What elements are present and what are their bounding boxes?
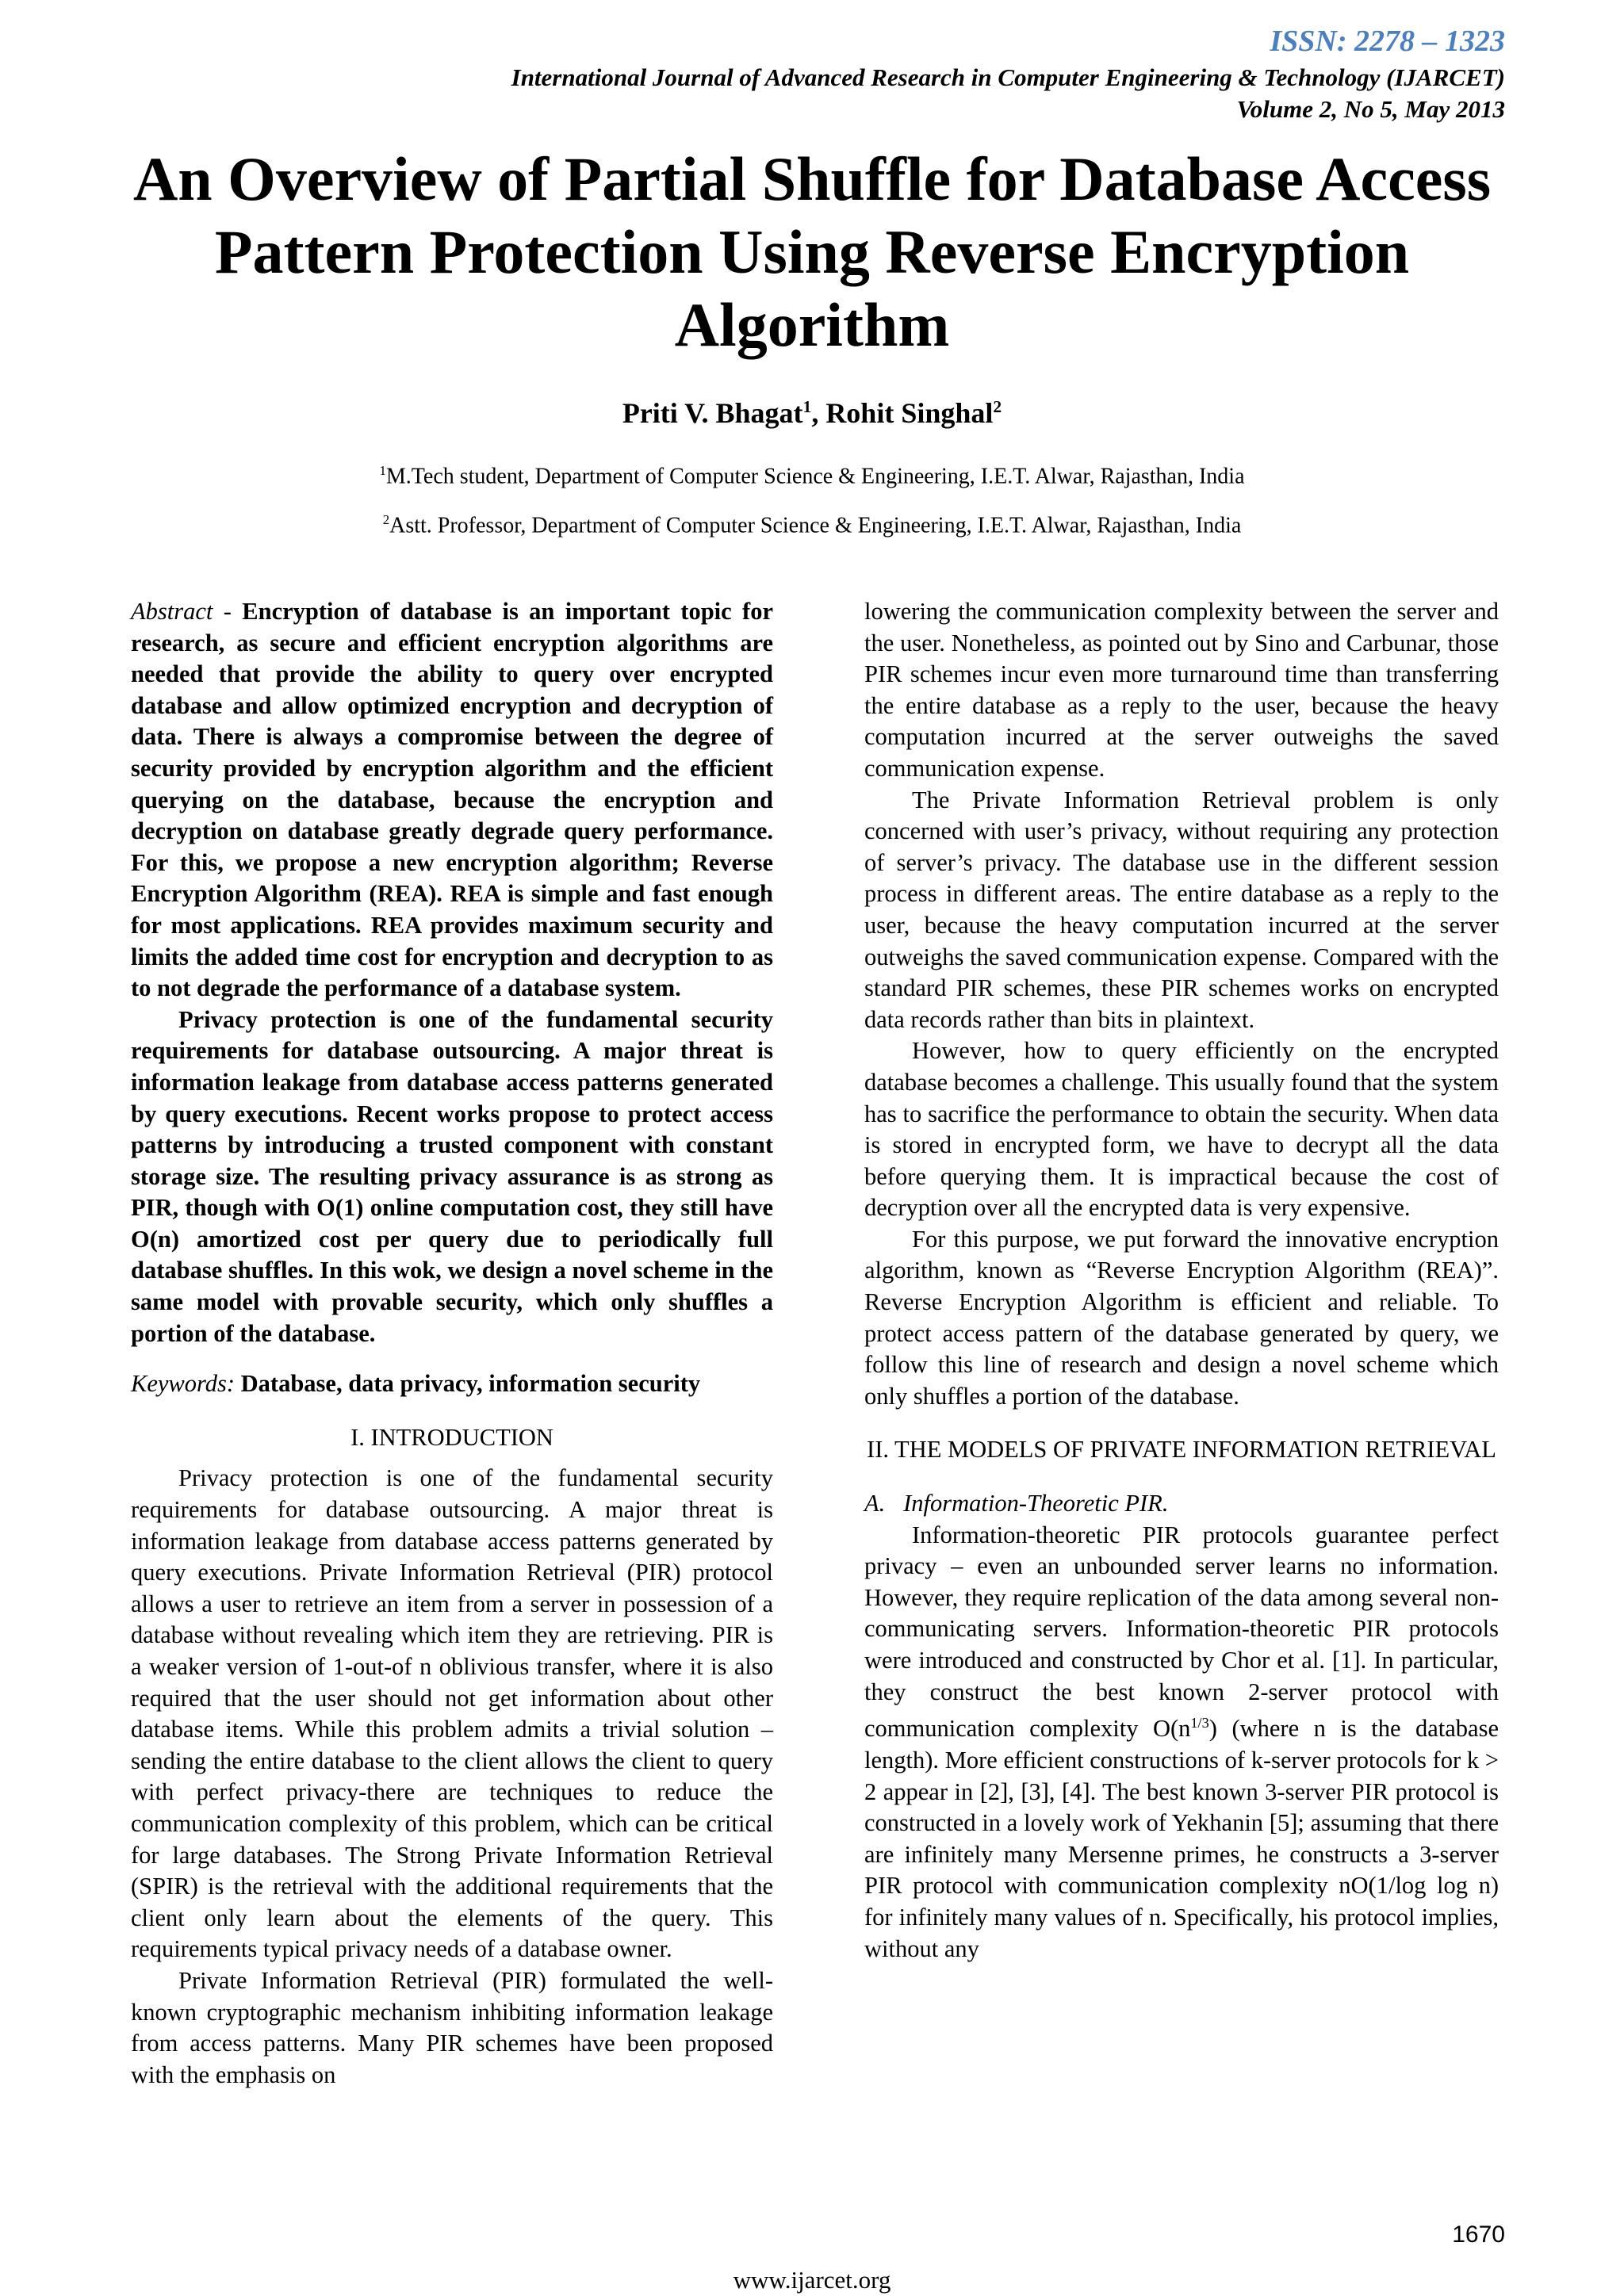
section-heading-pir-models: II. THE MODELS OF PRIVATE INFORMATION RETRIEVAL (867, 1436, 1496, 1464)
section-heading-introduction: I. INTRODUCTION (350, 1423, 553, 1451)
intro-paragraph-5: For this purpose, we put forward the innovative encryption algorithm, known as “Reverse Encryption Algorithm (REA)”. Reverse Encryption Algorithm is efficient and reliable. To protect access pattern of the database generated by query, we follow this line of research and design a novel scheme which only shuffles a portion of the database. (864, 1225, 1499, 1410)
intro-paragraph-1: Privacy protection is one of the fundamental security requirements for database outsourcing. A major threat is information leakage from database access patterns generated by query executions. Private Information Retrieval (PIR) protocol allows a user to retrieve an item from a server in possession of a database without revealing which item they are retrieving. PIR is a weaker version of 1-out-of n oblivious transfer, where it is also required that the user should not get information about other database items. While this problem admits a trivial solution – sending the entire database to the client allows the client to query with perfect privacy-there are techniques to reduce the communication complexity of this problem, which can be critical for large databases. The Strong Private Information Retrieval (SPIR) is the retrieval with the additional requirements that the client only learn about the elements of the query. This requirements typical privacy needs of a database owner. (131, 1464, 773, 1963)
abstract-paragraph-2: Privacy protection is one of the fundamental security requirements for database outsourcing. A major threat is information leakage from database access patterns generated by query executions. Recent works propose to protect access patterns by introducing a trusted component with constant storage size. The resulting privacy assurance is as strong as PIR, though with O(1) online computation cost, they still have O(n) amortized cost per query due to periodically full database shuffles. In this wok, we design a novel scheme in the same model with provable security, which only shuffles a portion of the database. (131, 1005, 773, 1347)
affiliation-2 (0, 512, 1624, 538)
exponent: 1/3 (1190, 1715, 1209, 1732)
intro-paragraph-3: The Private Information Retrieval problem is only concerned with user’s privacy, without requiring any protection of server’s privacy. The database use in the different session process in different areas. The entire database as a reply to the user, because the heavy computation incurred at the server outweighs the saved communication expense. Compared with the standard PIR schemes, these PIR schemes works on encrypted data records rather than bits in plaintext. (864, 786, 1499, 1033)
journal-name: International Journal of Advanced Research in Computer Engineering & Technology (IJARCET) (511, 63, 1505, 91)
affiliation-1-text: M.Tech student, Department of Computer Science & Engineering, I.E.T. Alwar, Rajasthan, India (385, 464, 1245, 489)
author-1-sup: 1 (802, 397, 812, 416)
right-column (864, 596, 1499, 1965)
section2-text-a: Information-theoretic PIR protocols guarantee perfect privacy – even an unbounded server learns no information. However, they require replication of the data among several non-communicating servers. Information-theoretic PIR protocols were introduced and constructed by Chor et al. [1]. In particular, they construct the best known 2-server protocol with communication complexity O(n (864, 1521, 1499, 1743)
issn: ISSN: 2278 – 1323 (1270, 25, 1505, 58)
volume-info: Volume 2, No 5, May 2013 (1236, 95, 1505, 123)
subsection-heading-a: A. Information-Theoretic PIR. (864, 1490, 1169, 1517)
author-2: Rohit Singhal (825, 397, 994, 429)
affiliation-2-sup: 2 (382, 512, 390, 527)
affiliation-1-sup: 1 (379, 463, 386, 478)
affiliation-1 (0, 463, 1624, 489)
author-separator: , (811, 397, 826, 429)
intro-paragraph-4: However, how to query efficiently on the encrypted database becomes a challenge. This usually found that the system has to sacrifice the performance to obtain the security. When data is stored in encrypted form, we have to decrypt all the data before querying them. It is impractical because the cost of decryption over all the encrypted data is very expensive. (864, 1037, 1499, 1222)
abstract-label: Abstract - (131, 598, 232, 625)
abstract-text-1: Encryption of database is an important topic for research, as secure and efficient encryption algorithms are needed that provide the ability to query over encrypted database and allow optimized encryption and decryption of data. There is always a compromise between the degree of security provided by encryption algorithm and the efficient querying on the database, because the encryption and decryption on database greatly degrade query performance. For this, we propose a new encryption algorithm; Reverse Encryption Algorithm (REA). REA is simple and fast enough for most applications. REA provides maximum security and limits the added time cost for encryption and decryption to as to not degrade the performance of a database system. (131, 598, 773, 1002)
keywords-text: Database, data privacy, information security (240, 1370, 701, 1398)
intro-paragraph-2-continued: lowering the communication complexity between the server and the user. Nonetheless, as pointed out by Sino and Carbunar, those PIR schemes incur even more turnaround time than transferring the entire database as a reply to the user, because the heavy computation incurred at the server outweighs the saved communication expense. (864, 598, 1499, 782)
keywords-label: Keywords: (131, 1370, 236, 1398)
keywords (131, 1368, 773, 1400)
author-1: Priti V. Bhagat (622, 397, 803, 429)
left-column (131, 596, 773, 2091)
page-number: 1670 (1452, 2221, 1505, 2248)
affiliation-2-text: Astt. Professor, Department of Computer Science & Engineering, I.E.T. Alwar, Rajasthan, India (389, 513, 1242, 538)
section2-paragraph-1 (864, 1520, 1499, 1965)
footer-url: www.ijarcet.org (733, 2266, 891, 2294)
authors (0, 396, 1624, 430)
intro-paragraph-2: Private Information Retrieval (PIR) formulated the well-known cryptographic mechanism inhibiting information leakage from access patterns. Many PIR schemes have been proposed with the emphasis on (131, 1966, 773, 2088)
paper-title: An Overview of Partial Shuffle for Database Access Pattern Protection Using Reverse Encryption Algorithm (132, 144, 1492, 359)
abstract-paragraph-1 (131, 596, 773, 1004)
author-2-sup: 2 (993, 397, 1002, 416)
section2-text-b: ) (where n is the database length). More efficient constructions of k-server protocols for k > 2 appear in [2], [3], [4]. The best known 3-server PIR protocol is constructed in a lovely work of Yekhanin [5]; assuming that there are infinitely many Mersenne primes, he constructs a 3-server PIR protocol with communication complexity nO(1/log log n) for infinitely many values of n. Specifically, his protocol implies, without any (864, 1715, 1499, 1962)
